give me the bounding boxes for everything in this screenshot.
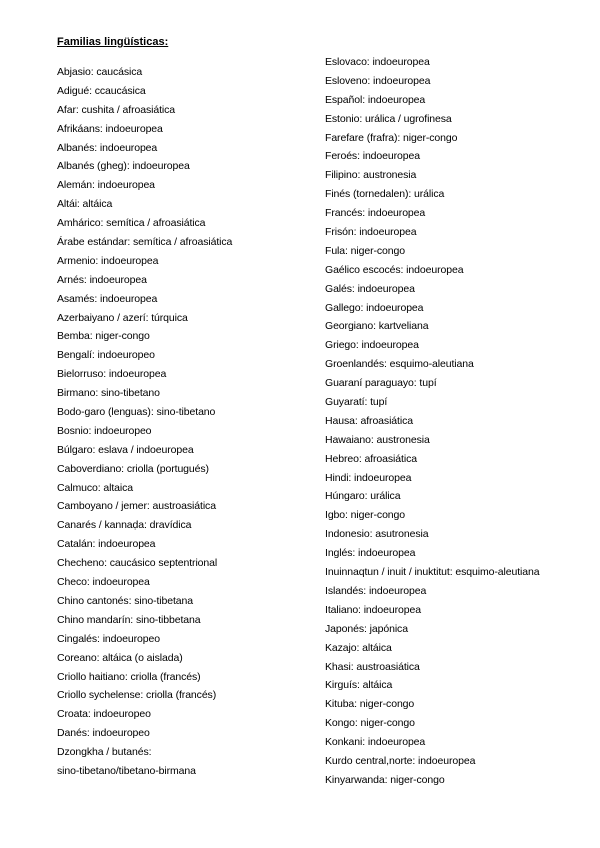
language-entry: Kinyarwanda: niger-congo (325, 773, 445, 786)
language-entry: Estonio: urálica / ugrofinesa (325, 112, 452, 125)
language-entry: Inglés: indoeuropea (325, 547, 416, 560)
language-entry: Asamés: indoeuropea (57, 292, 158, 305)
language-entry: Guyaratí: tupí (325, 396, 388, 409)
language-entry: Igbo: niger-congo (325, 509, 406, 522)
language-entry: Kongo: niger-congo (325, 717, 415, 730)
language-entry: Frisón: indoeuropea (325, 226, 417, 239)
language-entry: Guaraní paraguayo: tupí (325, 377, 437, 390)
right-column-list (325, 53, 595, 790)
language-entry: Español: indoeuropea (325, 93, 426, 106)
language-entry: Italiano: indoeuropea (325, 603, 421, 616)
language-entry: Khasi: austroasiática (325, 660, 420, 673)
language-entry: Inuinnaqtun / inuit / inuktitut: esquimo-aleutiana (325, 566, 540, 579)
language-entry: Catalán: indoeuropea (57, 538, 156, 551)
language-entry: Kurdo central,norte: indoeuropea (325, 754, 476, 767)
language-entry: Indonesio: asutronesia (325, 528, 429, 541)
language-entry: Gallego: indoeuropea (325, 301, 424, 314)
language-entry: Coreano: altáica (o aislada) (57, 651, 183, 664)
language-entry: Criollo haitiano: criolla (francés) (57, 670, 201, 683)
language-entry: Kirguís: altáica (325, 679, 393, 692)
language-entry: Adigué: ccaucásica (57, 84, 146, 97)
language-entry: Azerbaiyano / azerí: túrquica (57, 311, 188, 324)
language-entry: Konkani: indoeuropea (325, 736, 426, 749)
language-entry: Altái: altáica (57, 198, 113, 211)
language-entry: Canarés / kannaḍa: dravídica (57, 519, 192, 532)
language-entry: Filipino: austronesia (325, 169, 417, 182)
language-entry: Bosnio: indoeuropeo (57, 424, 152, 437)
language-entry: Árabe estándar: semítica / afroasiática (57, 236, 233, 249)
language-entry: Caboverdiano: criolla (portugués) (57, 462, 209, 475)
language-entry: Griego: indoeuropea (325, 339, 419, 352)
language-entry: Hindi: indoeuropea (325, 471, 412, 484)
language-entry: Eslovaco: indoeuropea (325, 56, 430, 68)
language-entry: Checo: indoeuropea (57, 576, 150, 589)
language-entry: Arnés: indoeuropea (57, 273, 147, 286)
language-entry: Chino mandarín: sino-tibbetana (57, 613, 201, 626)
language-entry: Criollo sychelense: criolla (francés) (57, 689, 217, 702)
language-entry: Hausa: afroasiática (325, 414, 413, 427)
language-entry: Húngaro: urálica (325, 490, 401, 503)
language-entry: Groenlandés: esquimo-aleutiana (325, 358, 474, 371)
language-entry: Kazajo: altáica (325, 641, 392, 654)
language-entry: Abjasio: caucásica (57, 66, 143, 78)
language-entry: Dzongkha / butanés: (57, 746, 152, 759)
language-entry: sino-tibetano/tibetano-birmana (57, 764, 196, 777)
language-entry: Bodo-garo (lenguas): sino-tibetano (57, 406, 216, 419)
language-entry: Gaélico escocés: indoeuropea (325, 263, 464, 276)
language-entry: Farefare (frafra): niger-congo (325, 131, 458, 144)
language-entry: Cingalés: indoeuropeo (57, 632, 160, 645)
language-entry: Albanés: indoeuropea (57, 141, 158, 154)
language-entry: Esloveno: indoeuropea (325, 74, 431, 87)
language-entry: Georgiano: kartveliana (325, 320, 429, 333)
language-entry: Afar: cushita / afroasiática (57, 103, 176, 116)
language-entry: Alemán: indoeuropea (57, 179, 155, 192)
language-entry: Albanés (gheg): indoeuropea (57, 160, 190, 173)
language-entry: Francés: indoeuropea (325, 207, 426, 220)
language-entry: Hawaiano: austronesia (325, 433, 430, 446)
language-entry: Afrikáans: indoeuropea (57, 122, 163, 135)
language-entry: Danés: indoeuropeo (57, 727, 150, 740)
language-entry: Bemba: niger-congo (57, 330, 150, 343)
left-column-list (57, 63, 312, 781)
language-entry: Hebreo: afroasiática (325, 452, 417, 465)
language-entry: Kituba: niger-congo (325, 698, 415, 711)
language-entry: Chino cantonés: sino-tibetana (57, 594, 194, 607)
language-entry: Búlgaro: eslava / indoeuropea (57, 443, 194, 456)
language-entry: Galés: indoeuropea (325, 282, 415, 295)
language-entry: Camboyano / jemer: austroasiática (57, 500, 216, 513)
language-entry: Armenio: indoeuropea (57, 254, 159, 267)
language-entry: Feroés: indoeuropea (325, 150, 420, 163)
language-entry: Fula: niger-congo (325, 244, 406, 257)
language-entry: Japonés: japónica (325, 622, 408, 635)
language-entry: Finés (tornedalen): urálica (325, 188, 445, 201)
language-entry: Bengalí: indoeuropeo (57, 349, 155, 362)
language-entry: Islandés: indoeuropea (325, 584, 427, 597)
language-entry: Bielorruso: indoeuropea (57, 368, 167, 381)
language-entry: Calmuco: altaica (57, 481, 134, 494)
language-entry: Checheno: caucásico septentrional (57, 557, 218, 570)
language-entry: Amhárico: semítica / afroasiática (57, 217, 206, 230)
language-entry: Birmano: sino-tibetano (57, 387, 160, 400)
page-title: Familias lingüísticas: (57, 36, 169, 48)
language-entry: Croata: indoeuropeo (57, 708, 151, 721)
